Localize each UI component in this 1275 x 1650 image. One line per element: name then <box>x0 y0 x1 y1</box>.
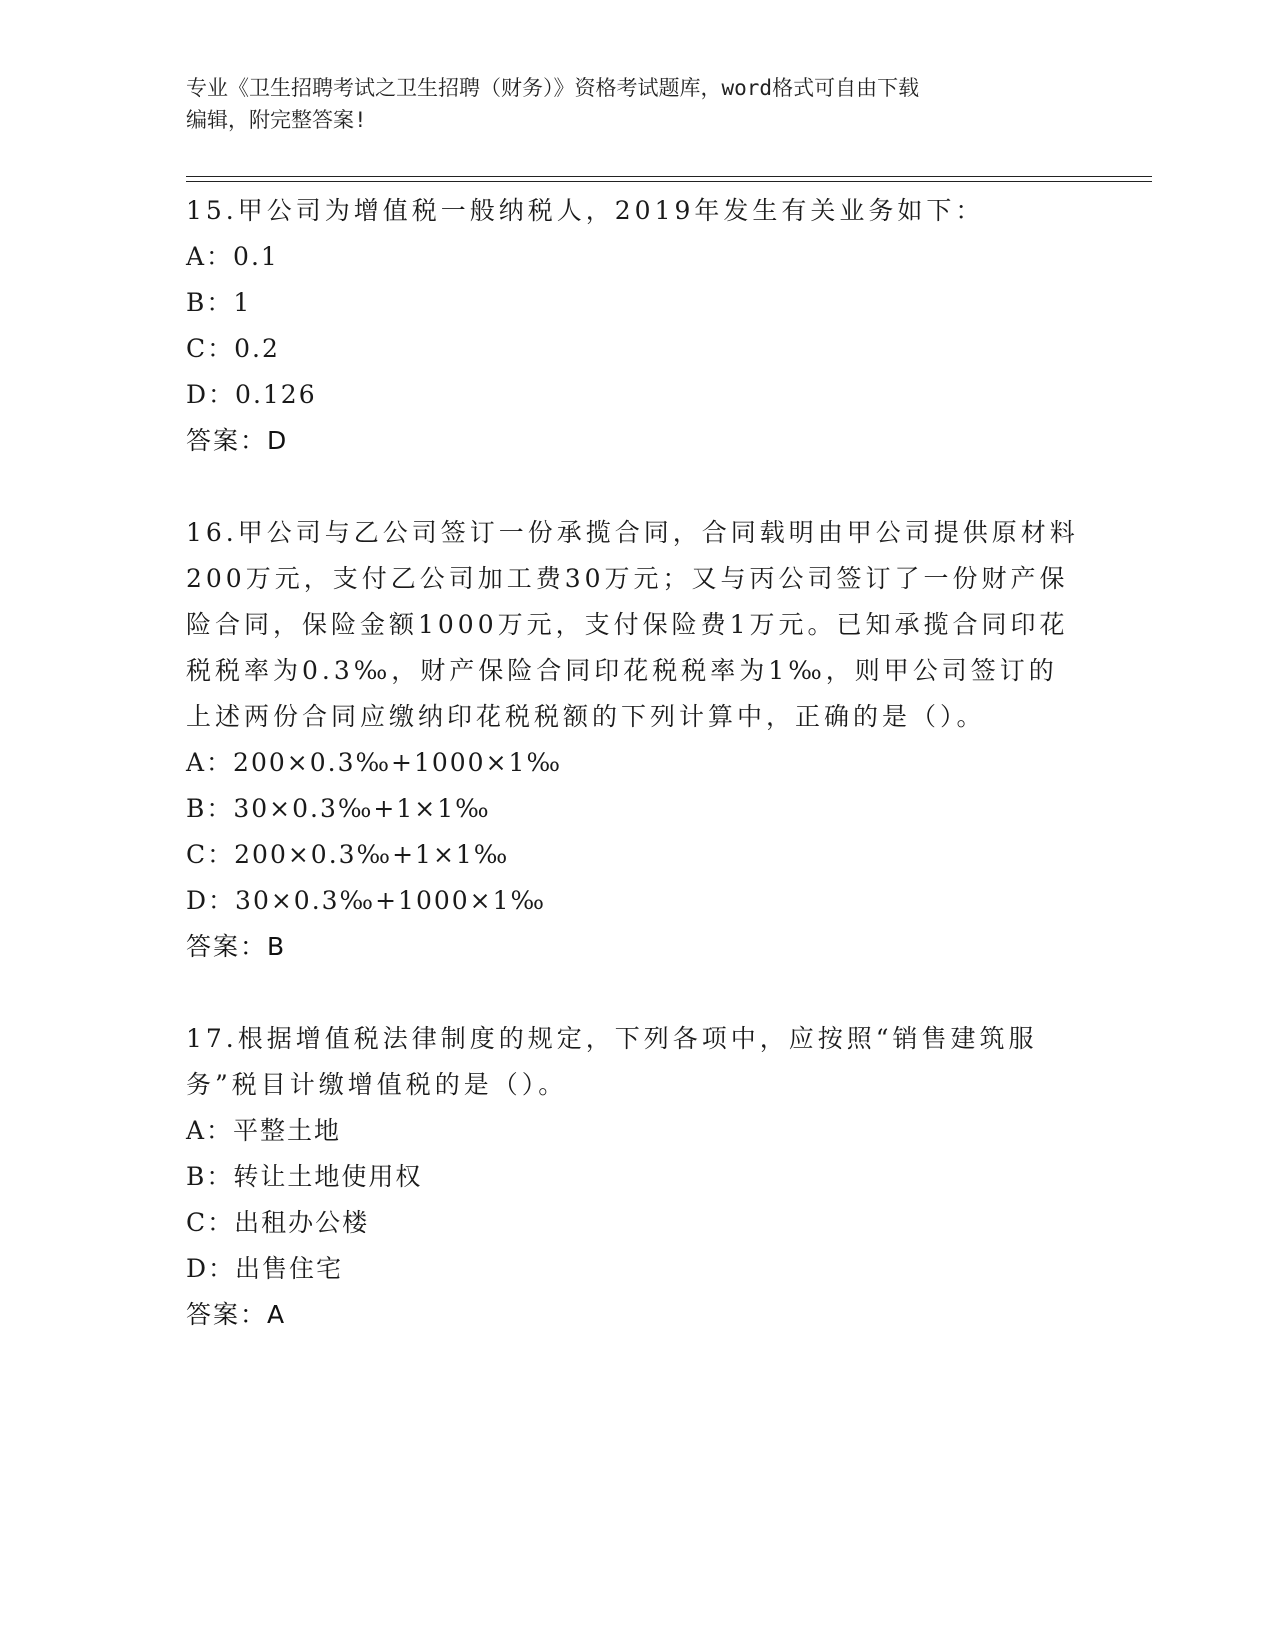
header-divider-bottom <box>186 181 1152 182</box>
question-list <box>186 188 1086 1384</box>
option-b: B：转让土地使用权 <box>186 1162 423 1191</box>
option-c: C：200×0.3‰+1×1‰ <box>186 840 510 869</box>
answer: 答案：B <box>186 932 287 961</box>
option-a: A：0.1 <box>186 242 279 271</box>
option-a: A：200×0.3‰+1000×1‰ <box>186 748 562 777</box>
question-stem: 16.甲公司与乙公司签订一份承揽合同，合同载明由甲公司提供原材料200万元，支付乙公司加工费30万元；又与丙公司签订了一份财产保险合同，保险金额1000万元，支付保险费1万元。已知承揽合同印花税税率为0.3‰，财产保险合同印花税税率为1‰，则甲公司签订的上述两份合同应缴纳印花税税额的下列计算中，正确的是（）。 <box>186 518 1079 731</box>
option-a: A：平整土地 <box>186 1116 342 1145</box>
question-stem: 17.根据增值税法律制度的规定，下列各项中，应按照“销售建筑服务”税目计缴增值税的是（）。 <box>186 1024 1038 1099</box>
option-b: B：1 <box>186 288 252 317</box>
option-c: C：0.2 <box>186 334 280 363</box>
header-line-2: 编辑，附完整答案! <box>186 108 367 132</box>
option-c: C：出租办公楼 <box>186 1208 370 1237</box>
answer: 答案：A <box>186 1300 287 1329</box>
header-line-1: 专业《卫生招聘考试之卫生招聘（财务）》资格考试题库，word格式可自由下载 <box>186 76 920 100</box>
option-d: D：0.126 <box>186 380 317 409</box>
document-header <box>186 72 1066 136</box>
option-b: B：30×0.3‰+1×1‰ <box>186 794 491 823</box>
question-16 <box>186 510 1086 970</box>
option-d: D：出售住宅 <box>186 1254 344 1283</box>
question-stem: 15.甲公司为增值税一般纳税人，2019年发生有关业务如下： <box>186 196 985 225</box>
question-17 <box>186 1016 1086 1338</box>
answer: 答案：D <box>186 426 289 455</box>
header-divider-top <box>186 176 1152 177</box>
question-15 <box>186 188 1086 464</box>
option-d: D：30×0.3‰+1000×1‰ <box>186 886 547 915</box>
